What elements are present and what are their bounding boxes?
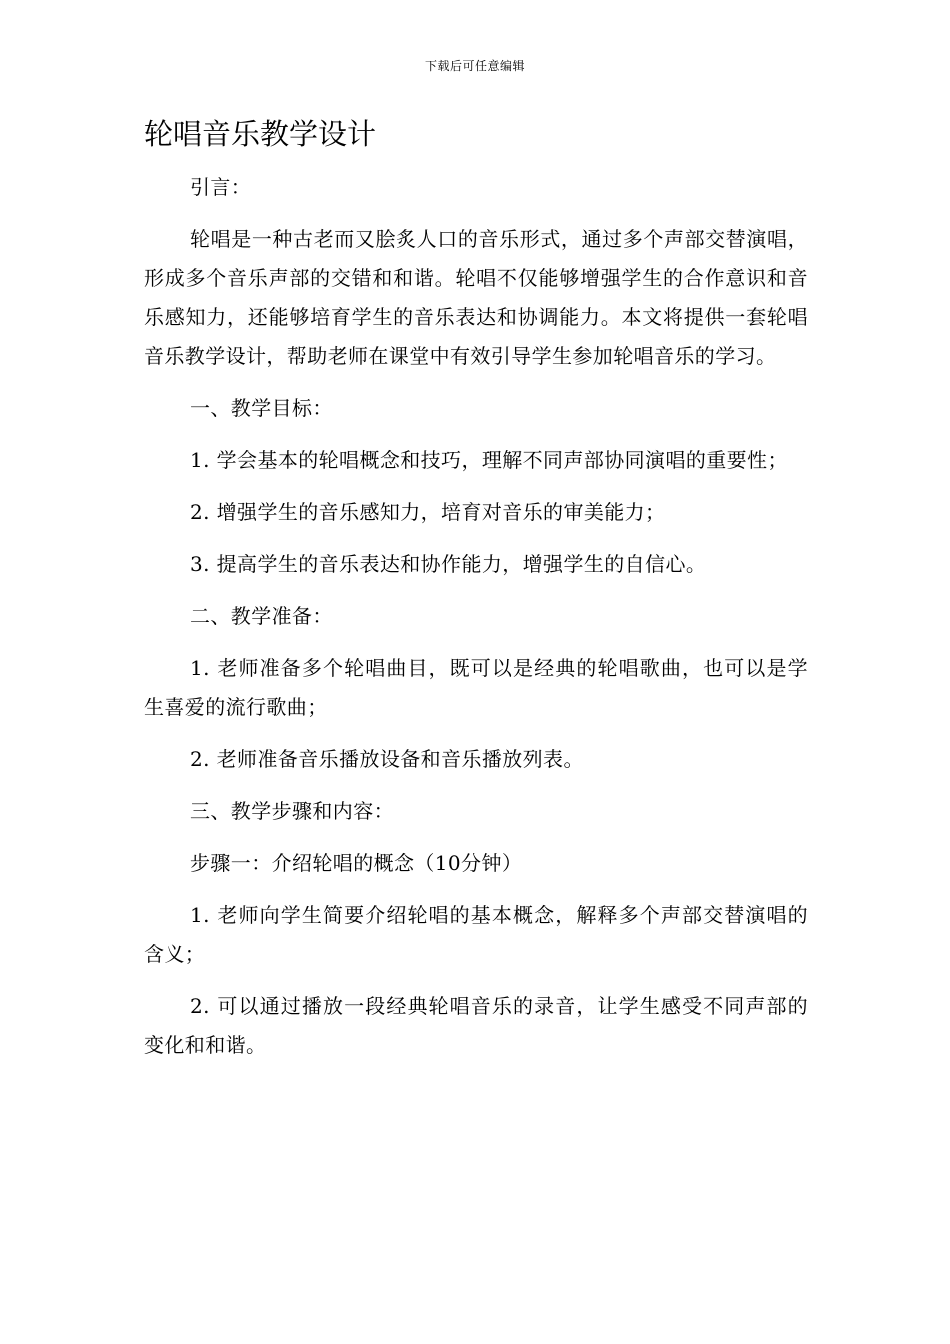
preparation-item-1: 1. 老师准备多个轮唱曲目，既可以是经典的轮唱歌曲，也可以是学生喜爱的流行歌曲； [144,656,808,719]
preparation-item-2: 2. 老师准备音乐播放设备和音乐播放列表。 [190,747,584,771]
section-heading-steps: 三、教学步骤和内容： [190,799,394,823]
paragraph-intro-text: 轮唱是一种古老而又脍炙人口的音乐形式，通过多个声部交替演唱，形成多个音乐声部的交错和和谐。轮唱不仅能够增强学生的合作意识和音乐感知力，还能够培育学生的音乐表达和协调能力。本文将提供一套轮唱音乐教学设计，帮助老师在课堂中有效引导学生参加轮唱音乐的学习。 [144,227,808,368]
goal-item-3: 3. 提高学生的音乐表达和协作能力，增强学生的自信心。 [190,552,707,576]
step-one-item-2: 2. 可以通过播放一段经典轮唱音乐的录音，让学生感受不同声部的变化和和谐。 [144,994,808,1057]
step-one-heading: 步骤一：介绍轮唱的概念（10分钟） [190,851,523,875]
section-heading-preparation: 二、教学准备： [190,604,333,628]
goal-item-2: 2. 增强学生的音乐感知力，培育对音乐的审美能力； [190,500,666,524]
document-body [144,168,808,1065]
section-heading-goals: 一、教学目标： [190,396,333,420]
step-one-item-1: 1. 老师向学生简要介绍轮唱的基本概念，解释多个声部交替演唱的含义； [144,903,808,966]
paragraph-intro-heading: 引言： [190,175,252,199]
document-title: 轮唱音乐教学设计 [144,117,377,151]
goal-item-1: 1. 学会基本的轮唱概念和技巧，理解不同声部协同演唱的重要性； [190,448,788,472]
page-header-note: 下载后可任意编辑 [424,59,525,73]
